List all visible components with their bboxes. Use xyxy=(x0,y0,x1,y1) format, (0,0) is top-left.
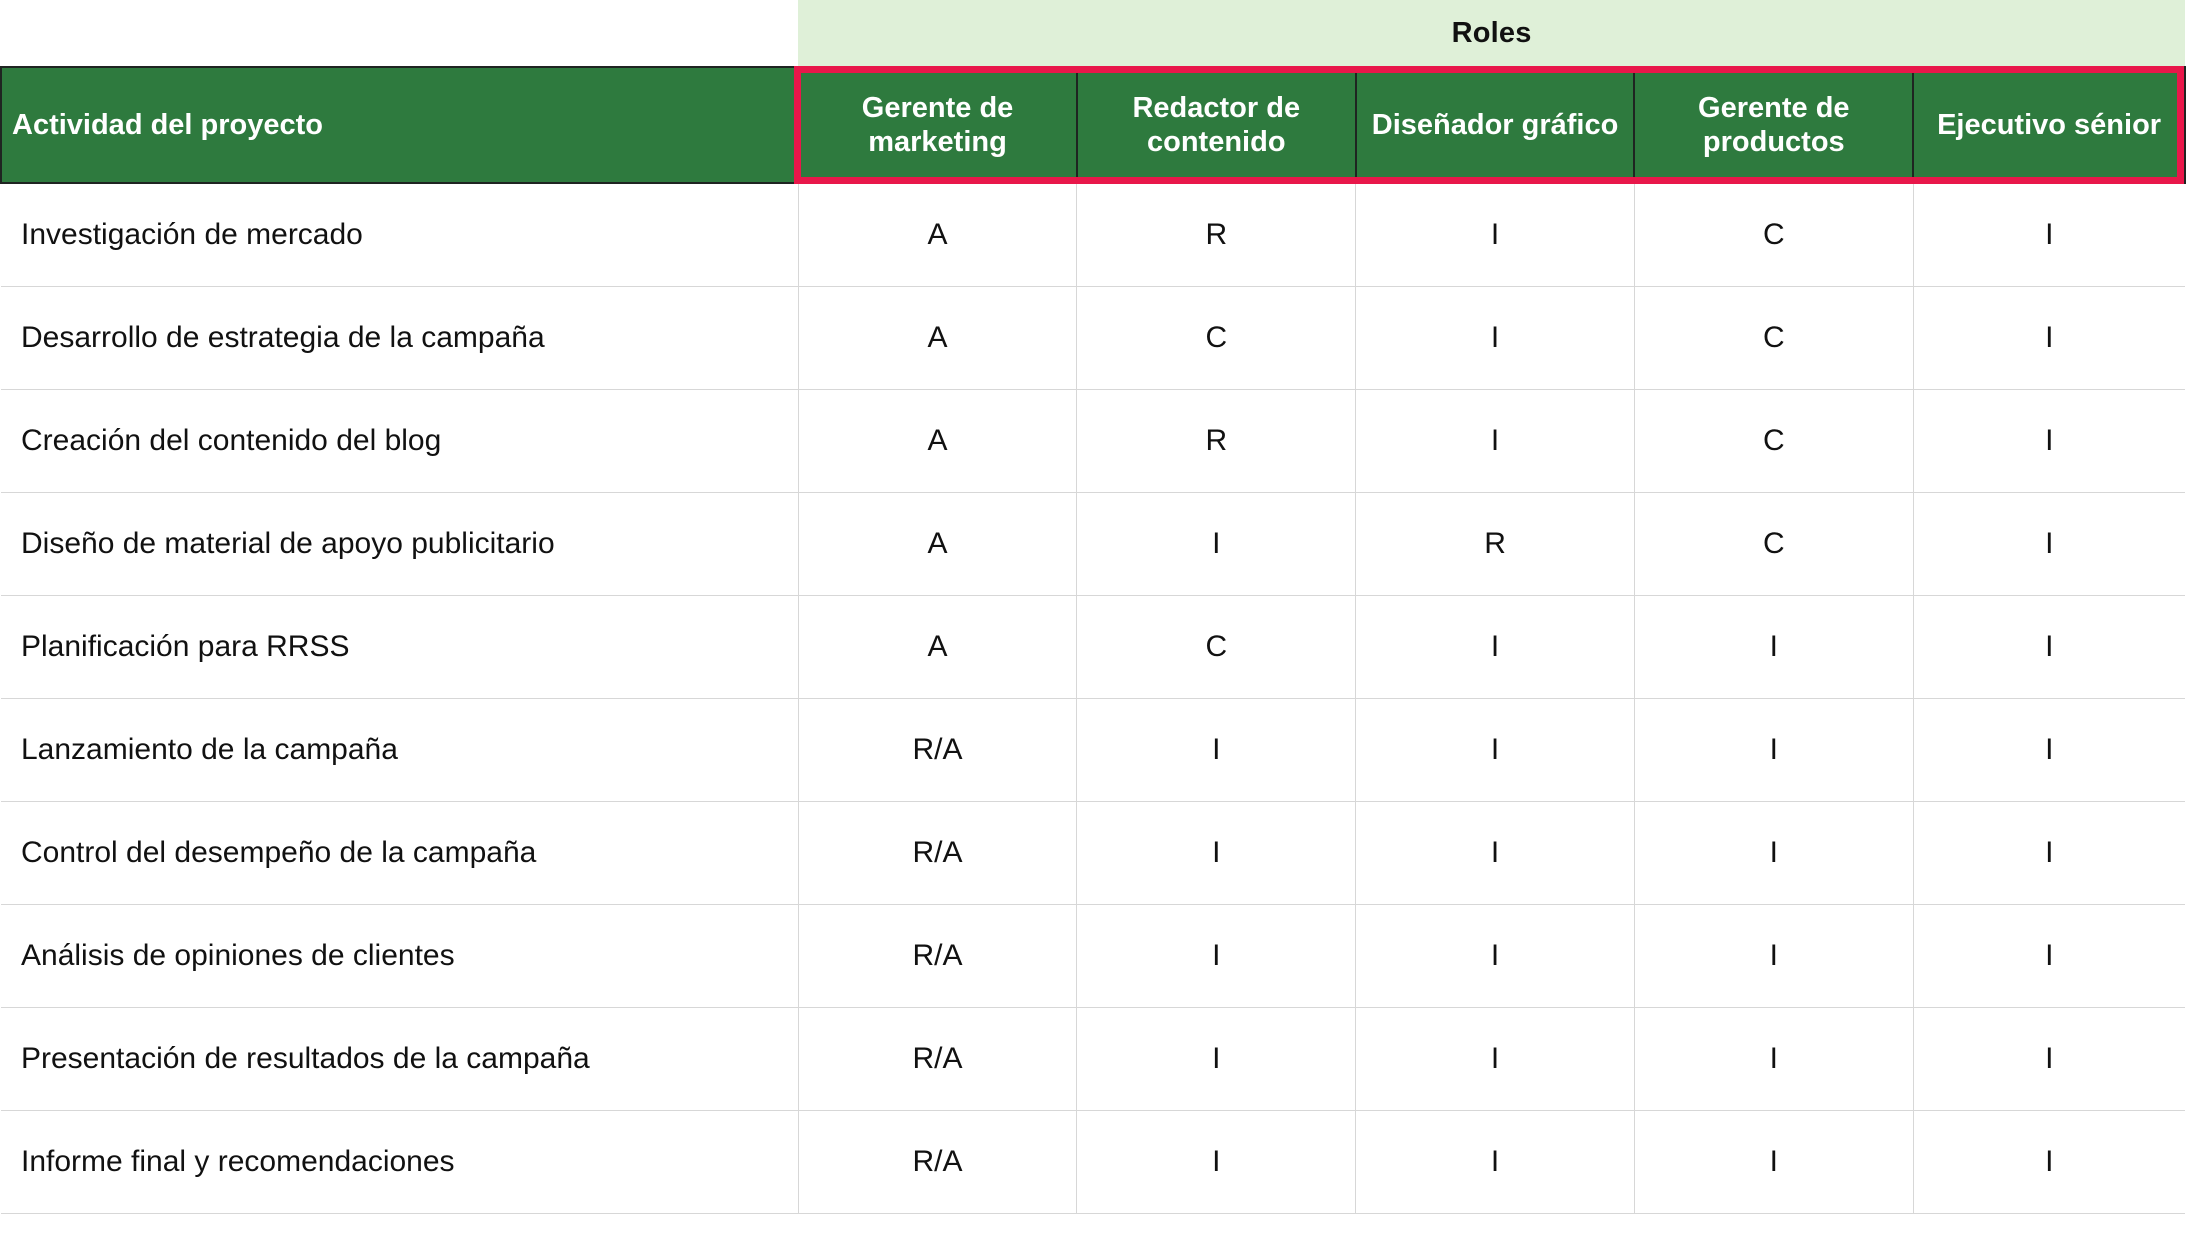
cell-raci: I xyxy=(1913,183,2185,286)
cell-activity: Análisis de opiniones de clientes xyxy=(1,904,798,1007)
cell-activity: Presentación de resultados de la campaña xyxy=(1,1007,798,1110)
column-header-row xyxy=(1,67,2185,183)
cell-raci: I xyxy=(1077,1007,1356,1110)
cell-raci: I xyxy=(1077,801,1356,904)
cell-activity: Control del desempeño de la campaña xyxy=(1,801,798,904)
table-row xyxy=(1,389,2185,492)
cell-raci: I xyxy=(1913,595,2185,698)
cell-raci: A xyxy=(798,595,1077,698)
cell-raci: R/A xyxy=(798,1007,1077,1110)
table-row xyxy=(1,1007,2185,1110)
cell-raci: I xyxy=(1077,492,1356,595)
table-head xyxy=(1,0,2185,183)
cell-activity: Investigación de mercado xyxy=(1,183,798,286)
cell-activity: Desarrollo de estrategia de la campaña xyxy=(1,286,798,389)
table-row xyxy=(1,1110,2185,1213)
cell-raci: C xyxy=(1634,492,1913,595)
cell-raci: I xyxy=(1634,698,1913,801)
cell-raci: I xyxy=(1356,183,1635,286)
cell-raci: I xyxy=(1634,595,1913,698)
cell-raci: I xyxy=(1356,595,1635,698)
cell-raci: C xyxy=(1077,595,1356,698)
table-row xyxy=(1,183,2185,286)
cell-activity: Informe final y recomendaciones xyxy=(1,1110,798,1213)
cell-activity: Creación del contenido del blog xyxy=(1,389,798,492)
cell-raci: I xyxy=(1634,904,1913,1007)
cell-raci: I xyxy=(1077,698,1356,801)
roles-banner-label: Roles xyxy=(798,0,2185,67)
cell-raci: R/A xyxy=(798,698,1077,801)
cell-raci: I xyxy=(1634,1110,1913,1213)
cell-activity: Lanzamiento de la campaña xyxy=(1,698,798,801)
cell-raci: R/A xyxy=(798,1110,1077,1213)
cell-raci: I xyxy=(1913,286,2185,389)
roles-banner-row xyxy=(1,0,2185,67)
cell-raci: A xyxy=(798,286,1077,389)
header-role-gerente-de-marketing: Gerente de marketing xyxy=(798,67,1077,183)
header-role-gerente-de-productos: Gerente de productos xyxy=(1634,67,1913,183)
header-activity: Actividad del proyecto xyxy=(1,67,798,183)
table-row xyxy=(1,595,2185,698)
cell-raci: I xyxy=(1356,1007,1635,1110)
cell-raci: I xyxy=(1356,286,1635,389)
cell-raci: R/A xyxy=(798,801,1077,904)
cell-activity: Diseño de material de apoyo publicitario xyxy=(1,492,798,595)
cell-raci: I xyxy=(1913,1110,2185,1213)
cell-raci: R xyxy=(1356,492,1635,595)
cell-raci: I xyxy=(1913,904,2185,1007)
cell-raci: I xyxy=(1356,904,1635,1007)
header-role-disenador-grafico: Diseñador gráfico xyxy=(1356,67,1635,183)
header-role-ejecutivo-senior: Ejecutivo sénior xyxy=(1913,67,2185,183)
table-row xyxy=(1,801,2185,904)
cell-raci: I xyxy=(1356,698,1635,801)
cell-raci: I xyxy=(1356,801,1635,904)
cell-raci: A xyxy=(798,492,1077,595)
cell-raci: R xyxy=(1077,183,1356,286)
cell-raci: I xyxy=(1913,801,2185,904)
cell-raci: I xyxy=(1913,389,2185,492)
blank-corner-cell xyxy=(1,0,798,67)
table-row xyxy=(1,904,2185,1007)
cell-raci: C xyxy=(1634,389,1913,492)
cell-activity: Planificación para RRSS xyxy=(1,595,798,698)
table-row xyxy=(1,286,2185,389)
cell-raci: I xyxy=(1077,1110,1356,1213)
table-row xyxy=(1,698,2185,801)
cell-raci: R/A xyxy=(798,904,1077,1007)
cell-raci: A xyxy=(798,183,1077,286)
cell-raci: I xyxy=(1356,1110,1635,1213)
cell-raci: R xyxy=(1077,389,1356,492)
cell-raci: C xyxy=(1077,286,1356,389)
cell-raci: I xyxy=(1913,1007,2185,1110)
cell-raci: I xyxy=(1634,801,1913,904)
table-row xyxy=(1,492,2185,595)
cell-raci: I xyxy=(1077,904,1356,1007)
cell-raci: C xyxy=(1634,286,1913,389)
cell-raci: I xyxy=(1913,698,2185,801)
table-body xyxy=(1,183,2185,1213)
cell-raci: I xyxy=(1356,389,1635,492)
cell-raci: C xyxy=(1634,183,1913,286)
cell-raci: A xyxy=(798,389,1077,492)
cell-raci: I xyxy=(1913,492,2185,595)
header-role-redactor-de-contenido: Redactor de contenido xyxy=(1077,67,1356,183)
cell-raci: I xyxy=(1634,1007,1913,1110)
